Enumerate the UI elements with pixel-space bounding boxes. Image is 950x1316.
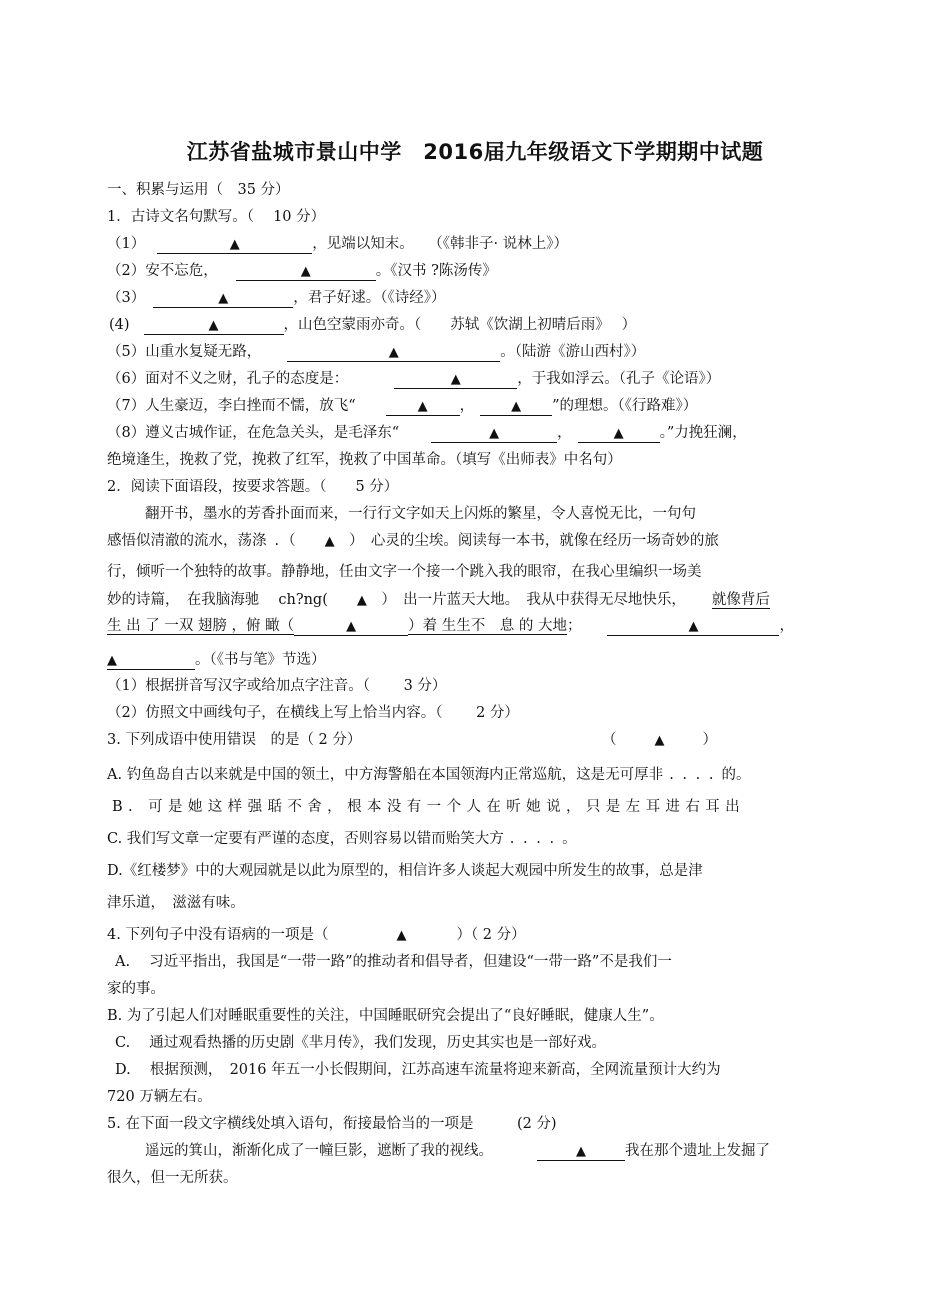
answer-blank[interactable]: ▲ — [607, 618, 779, 636]
q4-option-c: C. 通过观看热播的历史剧《芈月传》，我们发现，历史其实也是一部好戏。 — [115, 1035, 607, 1051]
answer-blank[interactable]: ▲ — [578, 425, 660, 443]
answer-blank[interactable]: ▲ — [480, 398, 552, 416]
q3-option-d-cont: 津乐道， 滋滋有味。 — [107, 895, 245, 911]
q2-passage-line: 感悟似清澈的流水，荡涤 .（ ▲ ） 心灵的尘埃。阅读每一本书，就像在经历一场奇妙的旅 — [107, 533, 719, 549]
q2-passage-line: ▲ 。（《书与笔》节选） — [107, 652, 326, 668]
underlined-sentence: 就像背后 — [711, 592, 770, 608]
answer-blank[interactable]: ▲ — [394, 371, 517, 389]
q4-option-d-cont: 720 万辆左右。 — [107, 1089, 212, 1105]
answer-blank[interactable]: ▲ — [107, 652, 195, 670]
section-heading: 一、积累与运用（ 35 分） — [107, 182, 290, 198]
q3-answer-paren[interactable]: （ ▲ ） — [602, 732, 717, 748]
q4-option-a: A. 习近平指出，我国是“一带一路”的推动者和倡导者，但建设“一带一路”不是我们一 — [115, 954, 672, 970]
q3-heading: 3. 下列成语中使用错误 的是（ 2 分） — [107, 732, 362, 748]
q1-line-1: （1） ▲ ，见端以知末。 （《韩非子· 说林上》） — [107, 236, 568, 252]
q2-passage-line: 翻开书，墨水的芳香扑面而来，一行行文字如天上闪烁的繁星，令人喜悦无比，一句句 — [145, 506, 696, 522]
answer-blank[interactable]: ▲ — [236, 263, 376, 281]
q2-passage-line: 妙的诗篇， 在我脑海驰 ch?ng( ▲ ） 出一片蓝天大地。 我从中获得无尽地快乐， 就像背后 — [107, 592, 770, 608]
q1-line-6: （6）面对不义之财，孔子的态度是： ▲ ，于我如浮云。（孔子《论语》） — [107, 371, 721, 387]
q4-heading: 4. 下列句子中没有语病的一项是（ ▲ ）（ 2 分） — [107, 927, 526, 943]
q2-heading: 2．阅读下面语段，按要求答题。（ 5 分） — [107, 479, 399, 495]
q4-option-d: D. 根据预测， 2016 年五一小长假期间，江苏高速车流量将迎来新高，全网流量预计大约为 — [115, 1062, 721, 1078]
answer-blank[interactable]: ▲ — [431, 425, 557, 443]
q2-passage-line: 行，倾听一个独特的故事。静静地，任由文字一个接一个跳入我的眼帘，在我心里编织一场美 — [107, 564, 702, 580]
q2-sub-question: （2）仿照文中画线句子，在横线上写上恰当内容。（ 2 分） — [107, 705, 519, 721]
answer-blank[interactable]: ▲ — [294, 618, 408, 636]
q5-heading: 5. 在下面一段文字横线处填入语句，衔接最恰当的一项是 (2 分) — [107, 1116, 557, 1132]
q5-passage-line: 很久，但一无所获。 — [107, 1170, 238, 1186]
answer-blank[interactable]: ▲ — [144, 317, 284, 335]
q1-heading: 1．古诗文名句默写。（ 10 分） — [107, 209, 326, 225]
q3-option-a: A. 钓鱼岛自古以来就是中国的领土，中方海警船在本国领海内正常巡航，这是无可厚非 . . . . 的。 — [107, 767, 751, 783]
q5-passage-line: 遥远的箕山，渐渐化成了一幢巨影，遮断了我的视线。 ▲ 我在那个遗址上发掘了 — [145, 1143, 770, 1159]
page-title: 江苏省盐城市景山中学 2016届九年级语文下学期期中试题 — [186, 140, 764, 164]
q3-option-c: C. 我们写文章一定要有严谨的态度，否则容易以错而贻笑大方 . . . . 。 — [107, 831, 577, 847]
q1-line-8-cont: 绝境逢生，挽救了党，挽救了红军，挽救了中国革命。（填写《出师表》中名句） — [107, 452, 622, 468]
q1-line-3: （3） ▲ ，君子好逑。（《诗经》） — [107, 290, 446, 306]
answer-blank[interactable]: ▲ — [537, 1143, 625, 1161]
q4-option-b: B. 为了引起人们对睡眠重要性的关注，中国睡眠研究会提出了“良好睡眠，健康人生”。 — [107, 1008, 664, 1024]
q1-line-7: （7）人生豪迈，李白挫而不懦，放飞“ ▲ ， ▲ ”的理想。（《行路难》） — [107, 398, 698, 414]
q1-line-2: （2）安不忘危， ▲ 。《汉书 ?陈汤传》 — [107, 263, 497, 279]
q2-sub-question: （1）根据拼音写汉字或给加点字注音。（ 3 分） — [107, 678, 447, 694]
q1-line-4: (4) ▲ ，山色空蒙雨亦奇。（ 苏轼《饮湖上初晴后雨》 ） — [109, 317, 637, 333]
q3-option-b: B. 可是她这样强聒不舍，根本没有一个人在听她说，只是左耳进右耳出 — [112, 799, 746, 815]
q3-option-d: D.《红楼梦》中的大观园就是以此为原型的，相信许多人谈起大观园中所发生的故事，总是津 — [107, 863, 703, 879]
q1-line-5: （5）山重水复疑无路， ▲ 。（陆游《游山西村》） — [107, 344, 646, 360]
q1-line-8: （8）遵义古城作证，在危急关头，是毛泽东“ ▲ ， ▲ 。”力挽狂澜， — [107, 425, 747, 441]
answer-blank[interactable]: ▲ — [287, 344, 500, 362]
q4-option-a-cont: 家的事。 — [107, 981, 165, 997]
answer-blank[interactable]: ▲ — [157, 236, 312, 254]
answer-blank[interactable]: ▲ — [386, 398, 460, 416]
q2-passage-line: 生 出 了 一双 翅膀 ，俯 瞰（ ▲ ）着 生生不 息 的 大地； ▲ ， — [107, 618, 794, 634]
answer-blank[interactable]: ▲ — [153, 290, 293, 308]
